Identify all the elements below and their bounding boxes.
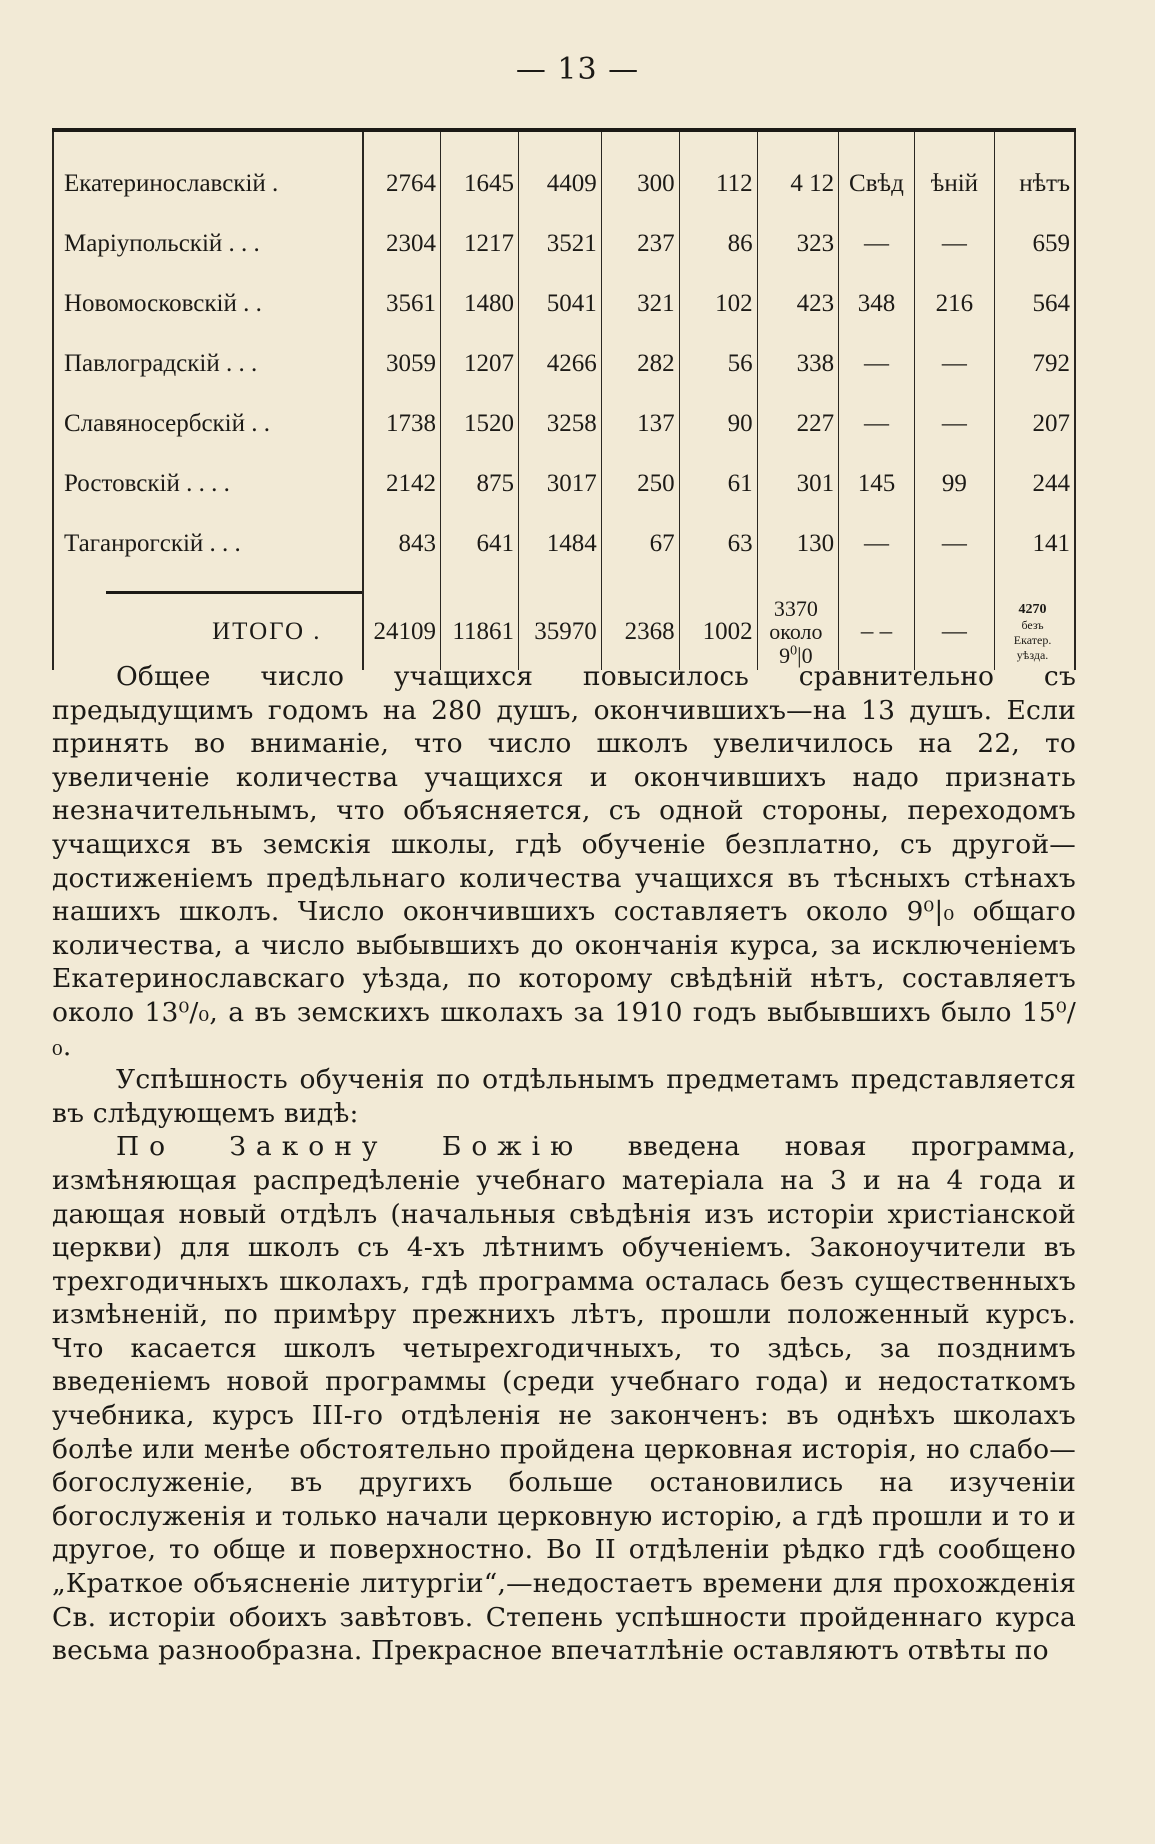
table-cell: 63 (679, 514, 757, 574)
table-cell: 145 (839, 454, 915, 514)
table-cell: 1217 (441, 214, 519, 274)
table-cell: 207 (995, 394, 1075, 454)
table-cell: 1480 (441, 274, 519, 334)
separator-cell (839, 574, 915, 594)
table-cell: 112 (679, 130, 757, 214)
paragraph-3-body: введена новая программа, измѣняющая распредѣленіе учебнаго матеріала на 3 и на 4 года и дающая новый отдѣлъ (начальныя свѣдѣнія изъ исторіи христіанской церкви) для школъ съ 4-хъ лѣтнимъ обученіемъ. Законоучители въ трехгодичныхъ школахъ, гдѣ программа осталась безъ существенныхъ измѣненій, по примѣру прежнихъ лѣтъ, прошли положенный курсъ. Что касается школъ четырехгодичныхъ, то здѣсь, за позднимъ введеніемъ новой программы (среди учебнаго года) и недостаткомъ учебника, курсъ III-го отдѣленія не законченъ: въ однѣхъ школахъ болѣе или менѣе обстоятельно пройдена церковная исторія, но слабо—богослуженіе, въ другихъ больше остановились на изученіи богослуженія и только начали церковную исторію, а гдѣ прошли и то и другое, то обще и поверхностно. Во II отдѣленіи рѣдко гдѣ сообщено „Краткое объясненіе литургіи“,—недостаетъ времени для прохожденія Св. исторіи обоихъ завѣтовъ. Степень успѣшности пройденнаго курса весьма разнообразна. Прекрасное впечатлѣніе оставляютъ отвѣты по (52, 1131, 1076, 1667)
table-cell: 130 (757, 514, 839, 574)
table-cell: — (839, 334, 915, 394)
table-cell: 338 (757, 334, 839, 394)
table-cell: 4266 (518, 334, 601, 394)
table-cell: нѣтъ (995, 130, 1075, 214)
paragraph-1: Общее число учащихся повысилось сравнительно съ предыдущимъ годомъ на 280 душъ, окончившихъ—на 13 душъ. Если принять во вниманіе, что число школъ увеличилось на 22, то увеличеніе количества учащихся и окончившихъ надо признать незначительнымъ, что объясняется, съ одной стороны, переходомъ учащихся въ земскія школы, гдѣ обученіе безплатно, съ другой—достиженіемъ предѣльнаго количества учащихся въ тѣсныхъ стѣнахъ нашихъ школъ. Число окончившихъ составляетъ около 9⁰|₀ общаго количества, а число выбывшихъ до окончанія курса, за исключеніемъ Екатеринославскаго уѣзда, по которому свѣдѣній нѣтъ, составляетъ около 13⁰/₀, а въ земскихъ школахъ за 1910 годъ выбывшихъ было 15⁰/₀. (52, 661, 1076, 1062)
total-percent-zero: 0 (801, 642, 813, 668)
table-row (53, 214, 1075, 274)
separator-cell (363, 574, 441, 594)
district-name: Павлоградскій . . . (53, 334, 363, 394)
table-cell: 564 (995, 274, 1075, 334)
table-cell: 659 (995, 214, 1075, 274)
table-cell: 3017 (518, 454, 601, 514)
table-cell: 2142 (363, 454, 441, 514)
table-row (53, 394, 1075, 454)
total-note-value: 4270 (1018, 601, 1047, 617)
table-cell: 641 (441, 514, 519, 574)
table-cell: 3258 (518, 394, 601, 454)
table-cell: 843 (363, 514, 441, 574)
total-cell: 24109 (363, 594, 441, 670)
table-cell: 99 (914, 454, 994, 514)
separator-cell (601, 574, 679, 594)
table-cell: 792 (995, 334, 1075, 394)
table-cell: 5041 (518, 274, 601, 334)
table-cell: 3561 (363, 274, 441, 334)
separator-cell (995, 574, 1075, 594)
table-cell: 227 (757, 394, 839, 454)
table-cell: 216 (914, 274, 994, 334)
total-label: ИТОГО . (53, 594, 363, 670)
total-note-line4: уѣзда. (1016, 648, 1049, 663)
table-body (53, 130, 1075, 670)
table-cell: 1738 (363, 394, 441, 454)
table-cell: 4409 (518, 130, 601, 214)
table-cell: 56 (679, 334, 757, 394)
separator-cell (914, 574, 994, 594)
total-cell: 1002 (679, 594, 757, 670)
statistics-table (52, 128, 1076, 670)
table-cell: 2764 (363, 130, 441, 214)
district-name: Славяносербскій . . (53, 394, 363, 454)
table-cell: — (914, 394, 994, 454)
table-cell: 250 (601, 454, 679, 514)
district-name: Ростовскій . . . . (53, 454, 363, 514)
total-cell-9 (995, 594, 1075, 670)
separator-cell (518, 574, 601, 594)
total-cell: 11861 (441, 594, 519, 670)
table-cell: 875 (441, 454, 519, 514)
table-row (53, 514, 1075, 574)
total-note-line3: Екатер. (1013, 633, 1052, 648)
table-cell: 1645 (441, 130, 519, 214)
table-cell: 4 12 (757, 130, 839, 214)
table-cell: 102 (679, 274, 757, 334)
table-cell: 301 (757, 454, 839, 514)
table-cell: 90 (679, 394, 757, 454)
total-percent-value: 3370 (773, 596, 818, 622)
paragraph-3 (52, 1130, 1076, 1668)
separator-cell (441, 574, 519, 594)
table-cell: 141 (995, 514, 1075, 574)
total-cell-percent (757, 594, 839, 670)
district-name: Маріупольскій . . . (53, 214, 363, 274)
table-cell: — (914, 334, 994, 394)
district-name: Екатеринославскій . (53, 130, 363, 214)
separator-cell (53, 574, 363, 594)
total-note-line2: безъ (1021, 618, 1044, 633)
table-cell: 3059 (363, 334, 441, 394)
table-cell: 67 (601, 514, 679, 574)
table-cell: 423 (757, 274, 839, 334)
separator-cell (757, 574, 839, 594)
table-cell: — (839, 514, 915, 574)
table-cell: 61 (679, 454, 757, 514)
total-percent-sup: 0 (790, 643, 798, 659)
total-percent-about: около (769, 619, 823, 645)
table-separator-row (53, 574, 1075, 594)
total-cell: 2368 (601, 594, 679, 670)
total-percent-bar: | (797, 642, 802, 668)
table-cell: 86 (679, 214, 757, 274)
table-cell: 237 (601, 214, 679, 274)
table-cell: — (914, 514, 994, 574)
table-row (53, 454, 1075, 514)
table-cell: ѣній (914, 130, 994, 214)
table-cell: 2304 (363, 214, 441, 274)
table-cell: — (839, 214, 915, 274)
total-percent-nine: 9 (779, 642, 791, 668)
page-number: — 13 — (515, 52, 640, 87)
paragraph-3-lead: По Закону Божію (116, 1131, 584, 1163)
district-name: Таганрогскій . . . (53, 514, 363, 574)
table-cell: — (914, 214, 994, 274)
total-cell-7: – – (839, 594, 915, 670)
table-row (53, 130, 1075, 214)
table-cell: 282 (601, 334, 679, 394)
total-cell: 35970 (518, 594, 601, 670)
total-cell-8: — (914, 594, 994, 670)
district-name: Новомосковскій . . (53, 274, 363, 334)
separator-cell (679, 574, 757, 594)
table-cell: Свѣд (839, 130, 915, 214)
total-row (53, 594, 1075, 670)
body-text (52, 660, 1076, 1668)
table-cell: 321 (601, 274, 679, 334)
table-cell: 1520 (441, 394, 519, 454)
table-cell: 1207 (441, 334, 519, 394)
table-cell: — (839, 394, 915, 454)
table-cell: 137 (601, 394, 679, 454)
table-cell: 244 (995, 454, 1075, 514)
paragraph-2: Успѣшность обученія по отдѣльнымъ предметамъ представляется въ слѣдующемъ видѣ: (52, 1064, 1076, 1129)
table-cell: 1484 (518, 514, 601, 574)
table-cell: 300 (601, 130, 679, 214)
table-row (53, 334, 1075, 394)
table-cell: 323 (757, 214, 839, 274)
table-cell: 3521 (518, 214, 601, 274)
table-row (53, 274, 1075, 334)
table-cell: 348 (839, 274, 915, 334)
